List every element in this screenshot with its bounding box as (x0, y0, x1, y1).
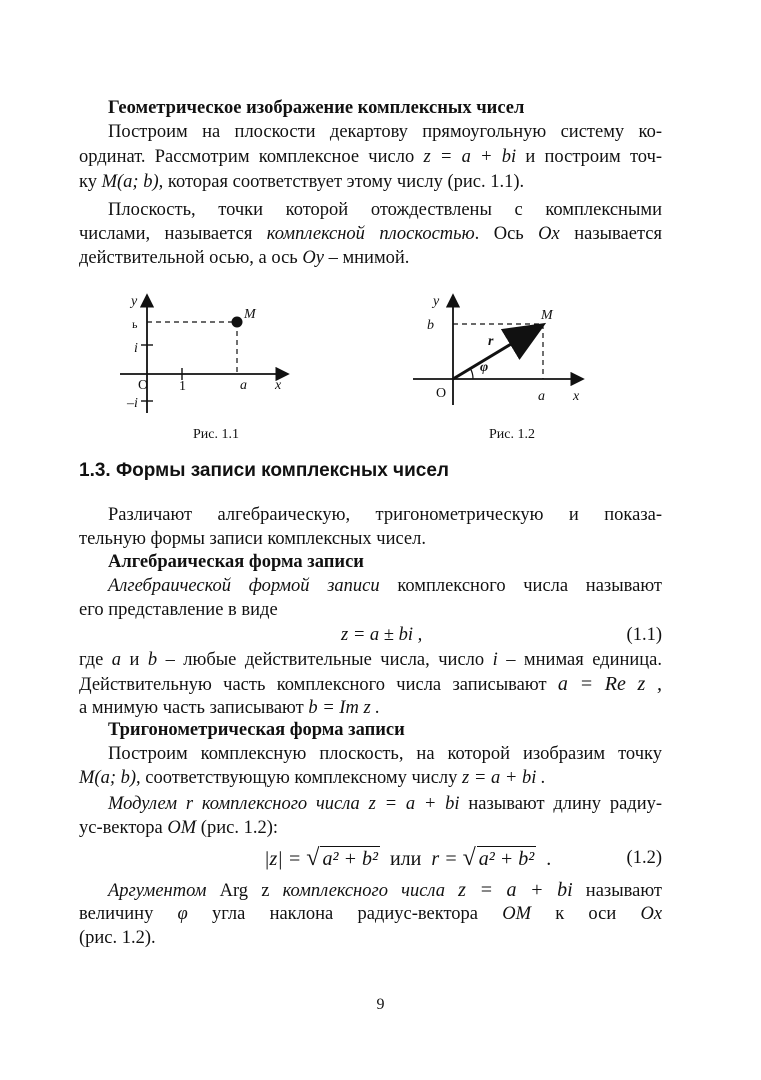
label-m: M (244, 307, 256, 322)
formula: a = Re z , (557, 673, 663, 695)
text: называют (585, 881, 663, 901)
p3-line1: Различают алгебраическую, тригонометрическую и показа- (108, 505, 662, 525)
term: Алгебраической формой записи (108, 576, 380, 596)
sqrt-icon: √ (462, 845, 476, 871)
p1-line1: Построим на плоскости декартову прямоугольную систему ко- (108, 122, 662, 142)
var: OM (502, 904, 531, 924)
formula: M(a; b) (101, 172, 159, 192)
formula: Arg z (219, 881, 270, 901)
text: величину (79, 904, 154, 924)
p7-line1 (79, 878, 662, 903)
text: и (129, 650, 140, 670)
figure-1-1 (110, 285, 300, 420)
term: Модулем r комплексного числа (108, 794, 360, 814)
formula: z = a + bi (458, 879, 573, 901)
text: угла наклона радиус-вектора (212, 904, 478, 924)
text: где (79, 650, 104, 670)
var: Ox (640, 904, 663, 924)
radicand: a² + b² (322, 848, 378, 870)
label-x: x (275, 378, 282, 393)
radius-vector (453, 326, 541, 379)
label-phi: φ (480, 360, 489, 375)
axis-name: Oy (302, 248, 324, 268)
text: – мнимой. (328, 248, 410, 268)
equation-number: (1.1) (626, 625, 662, 645)
p7-line2 (79, 902, 662, 926)
p4-line1 (79, 574, 662, 598)
p3-line2: тельную формы записи комплексных чисел. (79, 529, 426, 549)
label-x: x (573, 389, 580, 404)
text: комплексного числа называют (397, 576, 663, 596)
caption-fig-1-2: Рис. 1.2 (489, 427, 535, 442)
figure-1-2 (405, 285, 595, 420)
text: . Ось (474, 224, 524, 244)
p2-line1: Плоскость, точки которой отождествлены с комплексными (108, 200, 662, 220)
text: или (389, 848, 422, 870)
var: i (492, 650, 498, 670)
heading-geometric: Геометрическое изображение комплексных чисел (108, 98, 525, 118)
text: , соответствующую комплексному числу (136, 768, 458, 788)
text: действительной осью, а ось (79, 248, 298, 268)
p4-line5 (79, 672, 662, 697)
text: к оси (555, 904, 617, 924)
axis-name: Ox (538, 224, 560, 244)
text: ус-вектора (79, 818, 163, 838)
label-m: M (541, 308, 553, 323)
label-b: b (427, 318, 434, 333)
text: – любые действительные числа, число (165, 650, 485, 670)
p7-line3: (рис. 1.2). (79, 928, 156, 948)
term: Аргументом (108, 881, 207, 901)
heading-algebraic: Алгебраическая форма записи (108, 552, 364, 572)
text: , которая соответствует этому числу (рис. 1.1). (158, 172, 525, 192)
var: a (111, 650, 122, 670)
label-a: a (538, 389, 545, 404)
term: комплексного числа (282, 881, 445, 901)
label-origin: O (436, 386, 447, 401)
radicand: a² + b² (478, 848, 535, 870)
text: и построим точ- (525, 147, 663, 167)
p1-line2 (79, 145, 662, 169)
p6-line1 (79, 792, 662, 816)
var: OM (167, 818, 197, 838)
equation-body (264, 846, 551, 871)
sqrt-icon: √ (306, 845, 320, 871)
text: называется (574, 224, 662, 244)
text: . (546, 848, 552, 870)
p2-line3 (79, 246, 662, 270)
heading-trigonometric: Тригонометрическая форма записи (108, 720, 405, 740)
text: ординат. Рассмотрим комплексное число (79, 147, 415, 167)
page-number: 9 (376, 996, 385, 1013)
text: Действительную часть комплексного числа записывают (79, 675, 547, 695)
formula: z = a + bi (368, 794, 460, 814)
angle-arc (470, 368, 473, 379)
p4-line4 (79, 648, 662, 672)
text: – мнимая единица. (506, 650, 663, 670)
label-y: y (131, 294, 138, 309)
label-b: ь (132, 317, 138, 331)
p5-line1: Построим комплексную плоскость, на которой изобразим точку (108, 744, 662, 764)
text: (рис. 1.2): (200, 818, 278, 838)
label-r: r (488, 334, 494, 349)
formula: b = Im z . (308, 698, 380, 718)
label-one: 1 (179, 379, 186, 394)
text: а мнимую часть записывают (79, 698, 304, 718)
label-y: y (433, 294, 440, 309)
formula: r = (431, 848, 458, 870)
point-m (232, 317, 243, 328)
label-minus-i: –i (127, 396, 138, 411)
formula: z = a + bi (423, 147, 517, 167)
caption-fig-1-1: Рис. 1.1 (193, 427, 239, 442)
formula: z = a ± bi , (341, 625, 423, 645)
label-a: a (240, 378, 247, 393)
p4-line2: его представление в виде (79, 600, 278, 620)
formula: M(a; b) (79, 768, 137, 788)
var: φ (177, 904, 188, 924)
text: называют длину радиу- (468, 794, 663, 814)
p5-line2 (79, 766, 662, 790)
text: ку (79, 172, 97, 192)
p2-line2 (79, 222, 662, 246)
formula: |z| = (264, 848, 302, 870)
formula: z = a + bi . (462, 768, 546, 788)
text: числами, называется (79, 224, 253, 244)
var: b (147, 650, 158, 670)
section-heading: 1.3. Формы записи комплексных чисел (79, 460, 449, 481)
term: комплексной плоскостью (266, 224, 475, 244)
label-origin: O (138, 378, 149, 393)
p6-line2 (79, 816, 662, 840)
p1-line3 (79, 170, 662, 194)
label-i: i (134, 341, 138, 356)
p4-line6 (79, 696, 662, 720)
equation-number: (1.2) (626, 848, 662, 868)
